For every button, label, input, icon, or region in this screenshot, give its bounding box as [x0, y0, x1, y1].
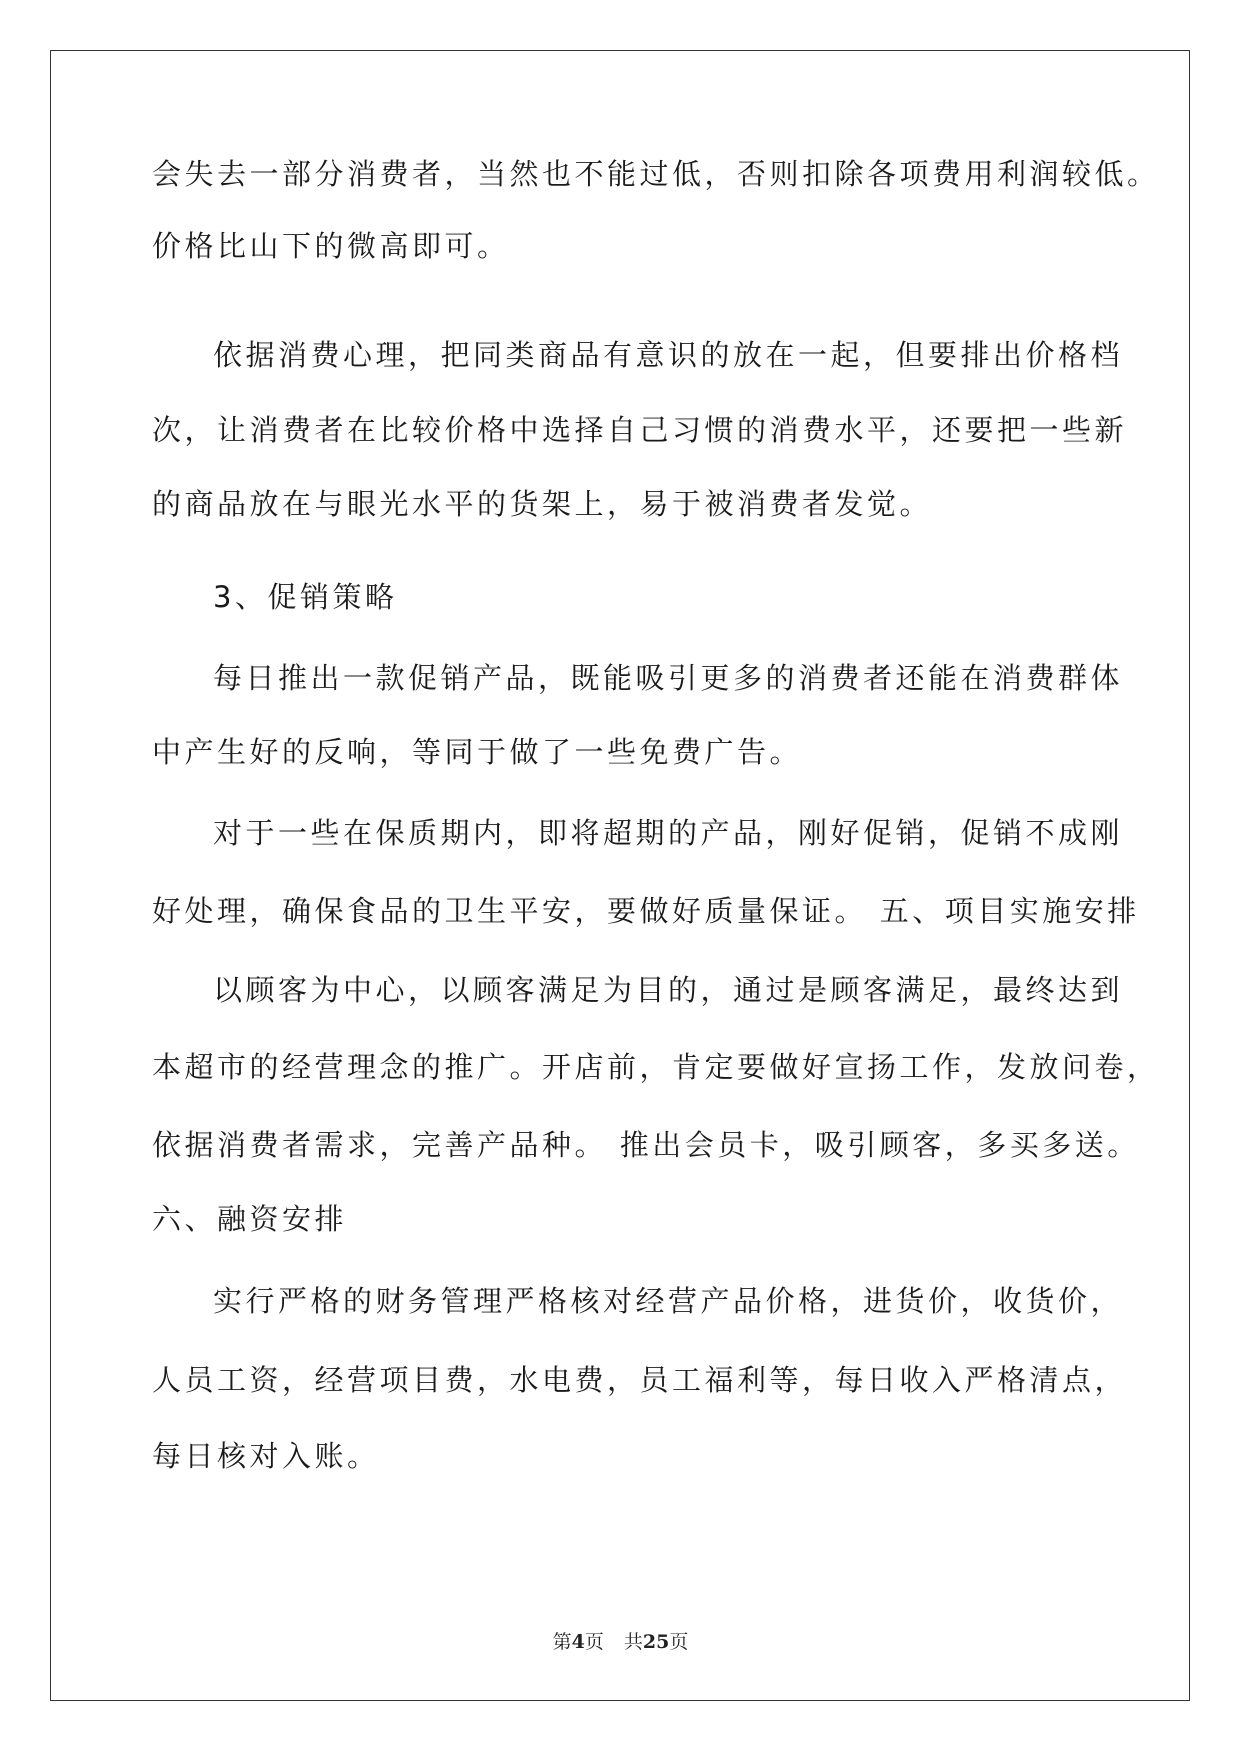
text-line-2: 价格比山下的微高即可。	[152, 229, 510, 263]
footer-page-number: 4	[571, 1631, 585, 1653]
text-line-1: 会失去一部分消费者，当然也不能过低，否则扣除各项费用利润较低。	[152, 157, 1160, 191]
text-line-17: 每日核对入账。	[152, 1439, 380, 1473]
text-line-8: 中产生好的反响，等同于做了一些免费广告。	[152, 735, 803, 769]
text-line-10: 好处理，确保食品的卫生平安，要做好质量保证。 五、项目实施安排	[152, 894, 1140, 928]
text-line-11: 以顾客为中心，以顾客满足为目的，通过是顾客满足，最终达到	[213, 973, 1124, 1007]
footer-page-prefix: 第	[552, 1631, 572, 1653]
section-heading-financing: 六、融资安排	[152, 1202, 348, 1236]
text-line-12: 本超市的经营理念的推广。开店前，肯定要做好宣扬工作，发放问卷，	[152, 1050, 1160, 1084]
page-footer	[0, 1627, 1241, 1654]
footer-total-prefix: 共	[623, 1631, 643, 1653]
footer-total-pages: 25	[642, 1631, 670, 1653]
text-line-4: 次，让消费者在比较价格中选择自己习惯的消费水平，还要把一些新	[152, 413, 1128, 447]
text-line-5: 的商品放在与眼光水平的货架上，易于被消费者发觉。	[152, 487, 933, 521]
text-line-3: 依据消费心理，把同类商品有意识的放在一起，但要排出价格档	[213, 338, 1124, 372]
footer-total-suffix: 页	[669, 1631, 689, 1653]
text-line-9: 对于一些在保质期内，即将超期的产品，刚好促销，促销不成刚	[213, 816, 1124, 850]
text-line-7: 每日推出一款促销产品，既能吸引更多的消费者还能在消费群体	[213, 661, 1124, 695]
section-heading-promotion: 3、促销策略	[213, 580, 398, 614]
text-line-16: 人员工资，经营项目费，水电费，员工福利等，每日收入严格清点，	[152, 1363, 1128, 1397]
footer-page-suffix: 页	[584, 1631, 604, 1653]
text-line-15: 实行严格的财务管理严格核对经营产品价格，进货价，收货价，	[213, 1284, 1124, 1318]
text-line-13: 依据消费者需求，完善产品种。 推出会员卡，吸引顾客，多买多送。	[152, 1128, 1140, 1162]
